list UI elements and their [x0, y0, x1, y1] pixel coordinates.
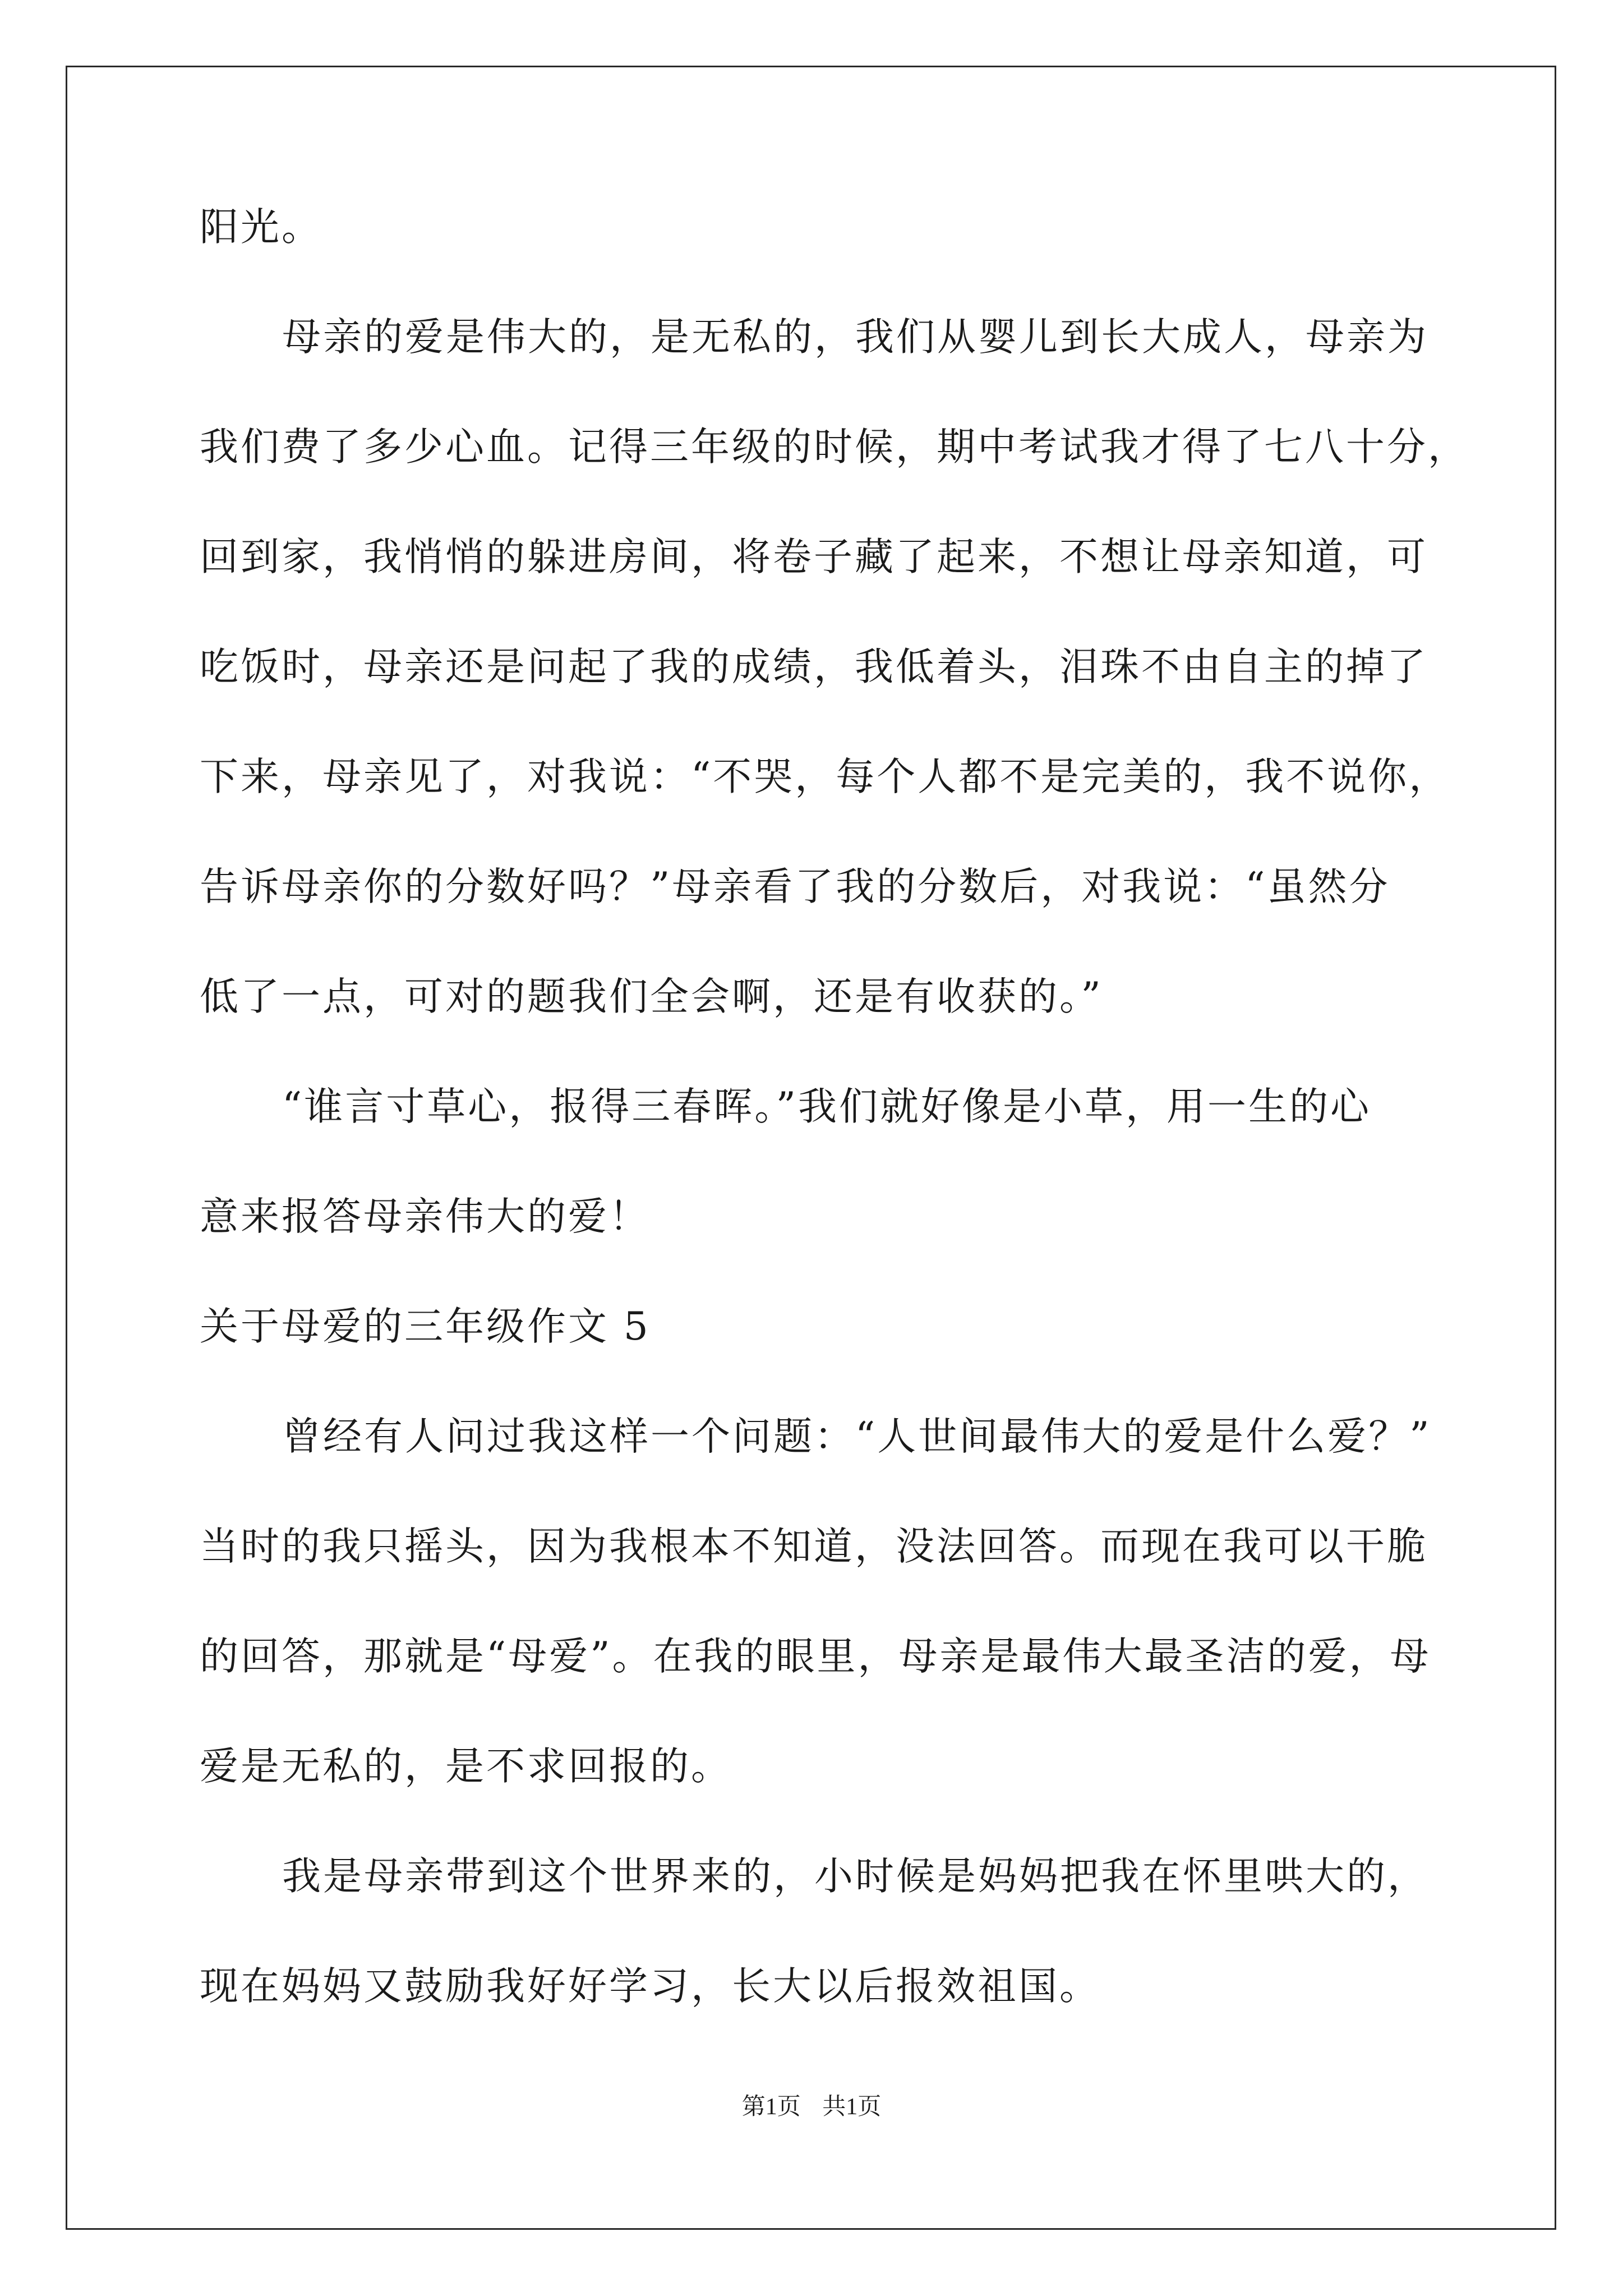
- text-line: 低了一点，可对的题我们全会啊，还是有收获的。”: [200, 974, 1103, 1019]
- page-number: 第1页: [741, 2094, 801, 2120]
- page-border: [66, 66, 1556, 2230]
- page-total: 共1页: [822, 2094, 882, 2120]
- text-line: 告诉母亲你的分数好吗？”母亲看了我的分数后，对我说：“虽然分: [200, 864, 1390, 909]
- paragraph-line: “谁言寸草心，报得三春晖。”我们就好像是小草，用一生的心: [282, 1084, 1372, 1129]
- text-line: 回到家，我悄悄的躲进房间，将卷子藏了起来，不想让母亲知道，可: [200, 535, 1428, 579]
- text-line: 的回答，那就是“母爱”。在我的眼里，母亲是最伟大最圣洁的爱，母: [200, 1634, 1431, 1679]
- paragraph-line: 我是母亲带到这个世界来的，小时候是妈妈把我在怀里哄大的，: [282, 1854, 1428, 1899]
- text-line: 我们费了多少心血。记得三年级的时候，期中考试我才得了七八十分，: [200, 425, 1469, 470]
- text-line: 当时的我只摇头，因为我根本不知道，没法回答。而现在我可以干脆: [200, 1524, 1428, 1569]
- text-line: 现在妈妈又鼓励我好好学习，长大以后报效祖国。: [200, 1964, 1100, 2009]
- text-line: 意来报答母亲伟大的爱！: [200, 1194, 650, 1239]
- text-line: 阳光。: [200, 205, 322, 250]
- text-line: 吃饭时，母亲还是问起了我的成绩，我低着头，泪珠不由自主的掉了: [200, 645, 1428, 689]
- paragraph-line: 曾经有人问过我这样一个问题：“人世间最伟大的爱是什么爱？”: [282, 1414, 1432, 1459]
- section-heading: 关于母爱的三年级作文 5: [200, 1304, 651, 1349]
- page-footer: [0, 2090, 1623, 2124]
- text-line: 下来，母亲见了，对我说：“不哭，每个人都不是完美的，我不说你，: [200, 754, 1450, 799]
- text-line: 爱是无私的，是不求回报的。: [200, 1744, 732, 1789]
- paragraph-line: 母亲的爱是伟大的，是无私的，我们从婴儿到长大成人，母亲为: [282, 315, 1428, 360]
